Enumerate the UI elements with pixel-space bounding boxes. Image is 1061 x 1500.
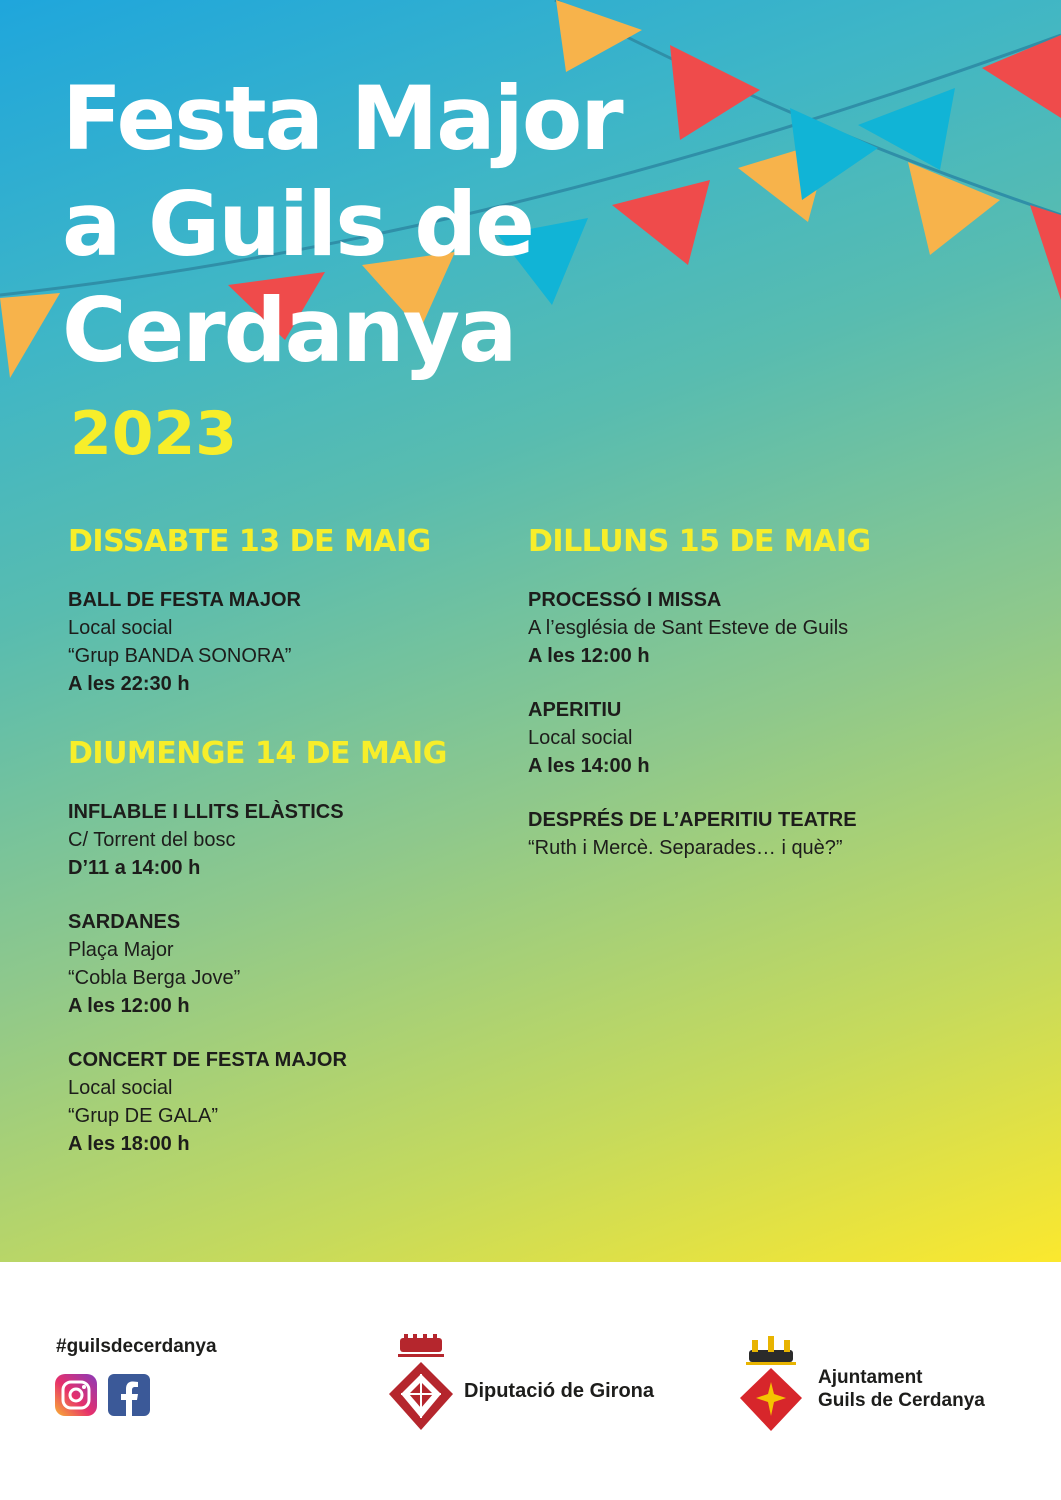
title-line-1: Festa Major: [62, 67, 622, 170]
event-title: BALL DE FESTA MAJOR: [68, 589, 301, 611]
event-title: DESPRÉS DE L’APERITIU TEATRE: [528, 809, 857, 831]
sponsor-ajuntament-line-1: Ajuntament: [818, 1367, 923, 1388]
event-time: A les 12:00 h: [528, 645, 650, 667]
facebook-icon[interactable]: [108, 1374, 150, 1416]
event-time: D’11 a 14:00 h: [68, 857, 201, 879]
event-processo: [528, 586, 1028, 670]
event-title: APERITIU: [528, 699, 622, 721]
instagram-icon[interactable]: [55, 1374, 97, 1416]
event-description: “Ruth i Mercè. Separades… i què?”: [528, 837, 843, 859]
event-location: Local social: [68, 1077, 173, 1099]
event-performer: “Grup DE GALA”: [68, 1105, 219, 1127]
event-performer: “Grup BANDA SONORA”: [68, 645, 292, 667]
program-column-left: [68, 522, 508, 1184]
event-time: A les 14:00 h: [528, 755, 650, 777]
sponsor-ajuntament-line-2: Guils de Cerdanya: [818, 1390, 985, 1411]
title-line-3: Cerdanya: [62, 279, 516, 382]
event-time: A les 12:00 h: [68, 995, 190, 1017]
sponsor-diputacio-name: Diputació de Girona: [464, 1380, 655, 1402]
day-heading-sunday: DIUMENGE 14 DE MAIG: [68, 736, 447, 771]
event-sardanes: [68, 908, 508, 1020]
event-location: Local social: [528, 727, 633, 749]
title-line-2: a Guils de: [62, 173, 533, 276]
sponsor-ajuntament-name: [818, 1366, 985, 1412]
event-teatre: [528, 806, 1028, 862]
event-aperitiu: [528, 696, 1028, 780]
event-location: C/ Torrent del bosc: [68, 829, 236, 851]
event-title: INFLABLE I LLITS ELÀSTICS: [68, 801, 344, 823]
event-title: PROCESSÓ I MISSA: [528, 589, 722, 611]
hashtag: #guilsdecerdanya: [56, 1336, 217, 1357]
poster-title: [62, 66, 622, 384]
event-year: 2023: [70, 399, 237, 469]
footer: [0, 1262, 1061, 1500]
event-concert: [68, 1046, 508, 1158]
event-title: CONCERT DE FESTA MAJOR: [68, 1049, 347, 1071]
day-heading-saturday: DISSABTE 13 DE MAIG: [68, 524, 431, 559]
day-heading-monday: DILLUNS 15 DE MAIG: [528, 524, 871, 559]
event-location: Plaça Major: [68, 939, 174, 961]
event-time: A les 18:00 h: [68, 1133, 190, 1155]
ajuntament-guils-logo: [736, 1334, 806, 1434]
diputacio-girona-logo: [386, 1334, 456, 1434]
event-time: A les 22:30 h: [68, 673, 190, 695]
program-column-right: [528, 522, 1028, 888]
event-ball: [68, 586, 508, 698]
event-performer: “Cobla Berga Jove”: [68, 967, 241, 989]
event-location: Local social: [68, 617, 173, 639]
event-title: SARDANES: [68, 911, 181, 933]
event-inflable: [68, 798, 508, 882]
event-location: A l’església de Sant Esteve de Guils: [528, 617, 849, 639]
